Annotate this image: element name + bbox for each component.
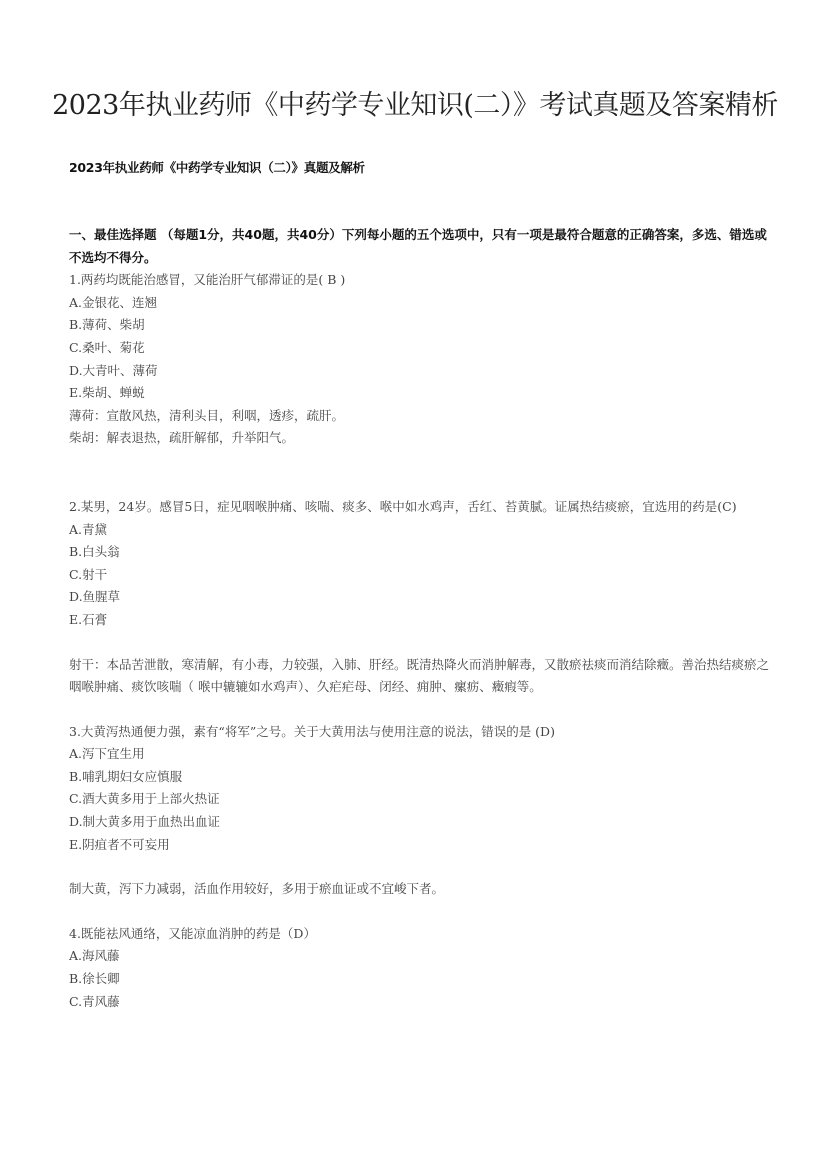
section-header: 一、最佳选择题 （每题1分，共40题，共40分）下列每小题的五个选项中，只有一项是最符合题意的正确答案，多选、错选或不选均不得分。 xyxy=(69,227,767,265)
explanation-line: 薄荷：宣散风热，清利头目，利咽，透疹，疏肝。 xyxy=(69,407,345,423)
option-b: B.白头翁 xyxy=(69,544,120,560)
option-b: B.哺乳期妇女应慎服 xyxy=(69,768,183,784)
option-e: E.石膏 xyxy=(69,611,108,627)
option-c: C.射干 xyxy=(69,566,108,582)
spacer xyxy=(69,901,769,923)
question-stem: 1.两药均既能治感冒，又能治肝气郁滞证的是( B ) xyxy=(69,272,346,288)
option-c: C.桑叶、菊花 xyxy=(69,339,145,355)
question-4 xyxy=(69,923,769,1013)
explanation-line: 制大黄，泻下力减弱，活血作用较好，多用于瘀血证或不宜峻下者。 xyxy=(69,881,445,897)
spacer xyxy=(69,699,769,721)
question-1 xyxy=(69,269,769,450)
option-a: A.海风藤 xyxy=(69,948,120,964)
spacer xyxy=(69,856,769,878)
spacer xyxy=(69,450,769,496)
explanation-line: 柴胡：解表退热，疏肝解郁，升举阳气。 xyxy=(69,430,295,446)
question-stem: 2.某男，24岁。感冒5日，症见咽喉肿痛、咳喘、痰多、喉中如水鸡声，舌红、苔黄腻。证属热结痰瘀，宜选用的药是(C) xyxy=(69,498,737,514)
question-3 xyxy=(69,721,769,901)
option-e: E.阴疽者不可妄用 xyxy=(69,836,170,852)
option-d: D.鱼腥草 xyxy=(69,589,121,605)
option-c: C.酒大黄多用于上部火热证 xyxy=(69,791,220,807)
option-a: A.青黛 xyxy=(69,521,108,537)
spacer xyxy=(69,632,769,654)
option-b: B.薄荷、柴胡 xyxy=(69,317,145,333)
option-d: D.制大黄多用于血热出血证 xyxy=(69,814,221,830)
option-e: E.柴胡、蝉蜕 xyxy=(69,385,145,401)
question-2 xyxy=(69,496,769,699)
document-body xyxy=(69,224,769,1013)
option-c: C.青风藤 xyxy=(69,993,120,1009)
question-stem: 4.既能祛风通络，又能凉血消肿的药是（D） xyxy=(69,925,316,941)
option-b: B.徐长卿 xyxy=(69,971,120,987)
document-subtitle: 2023年执业药师《中药学专业知识（二）》真题及解析 xyxy=(69,160,365,175)
option-a: A.金银花、连翘 xyxy=(69,294,158,310)
question-stem: 3.大黄泻热通便力强，素有“将军”之号。关于大黄用法与使用注意的说法，错误的是 (D) xyxy=(69,723,555,739)
option-d: D.大青叶、薄荷 xyxy=(69,362,158,378)
option-a: A.泻下宜生用 xyxy=(69,746,145,762)
explanation-line: 射干：本品苦泄散，寒清解，有小毒，力较强，入肺、肝经。既清热降火而消肿解毒，又散瘀祛痰而消结除癥。善治热结痰瘀之咽喉肿痛、痰饮咳喘（ 喉中辘辘如水鸡声）、久疟疟母、闭经、痈肿、瘰疬、癥瘕等。 xyxy=(69,656,770,695)
document-title: 2023年执业药师《中药学专业知识(二）》考试真题及答案精析 xyxy=(52,90,778,121)
